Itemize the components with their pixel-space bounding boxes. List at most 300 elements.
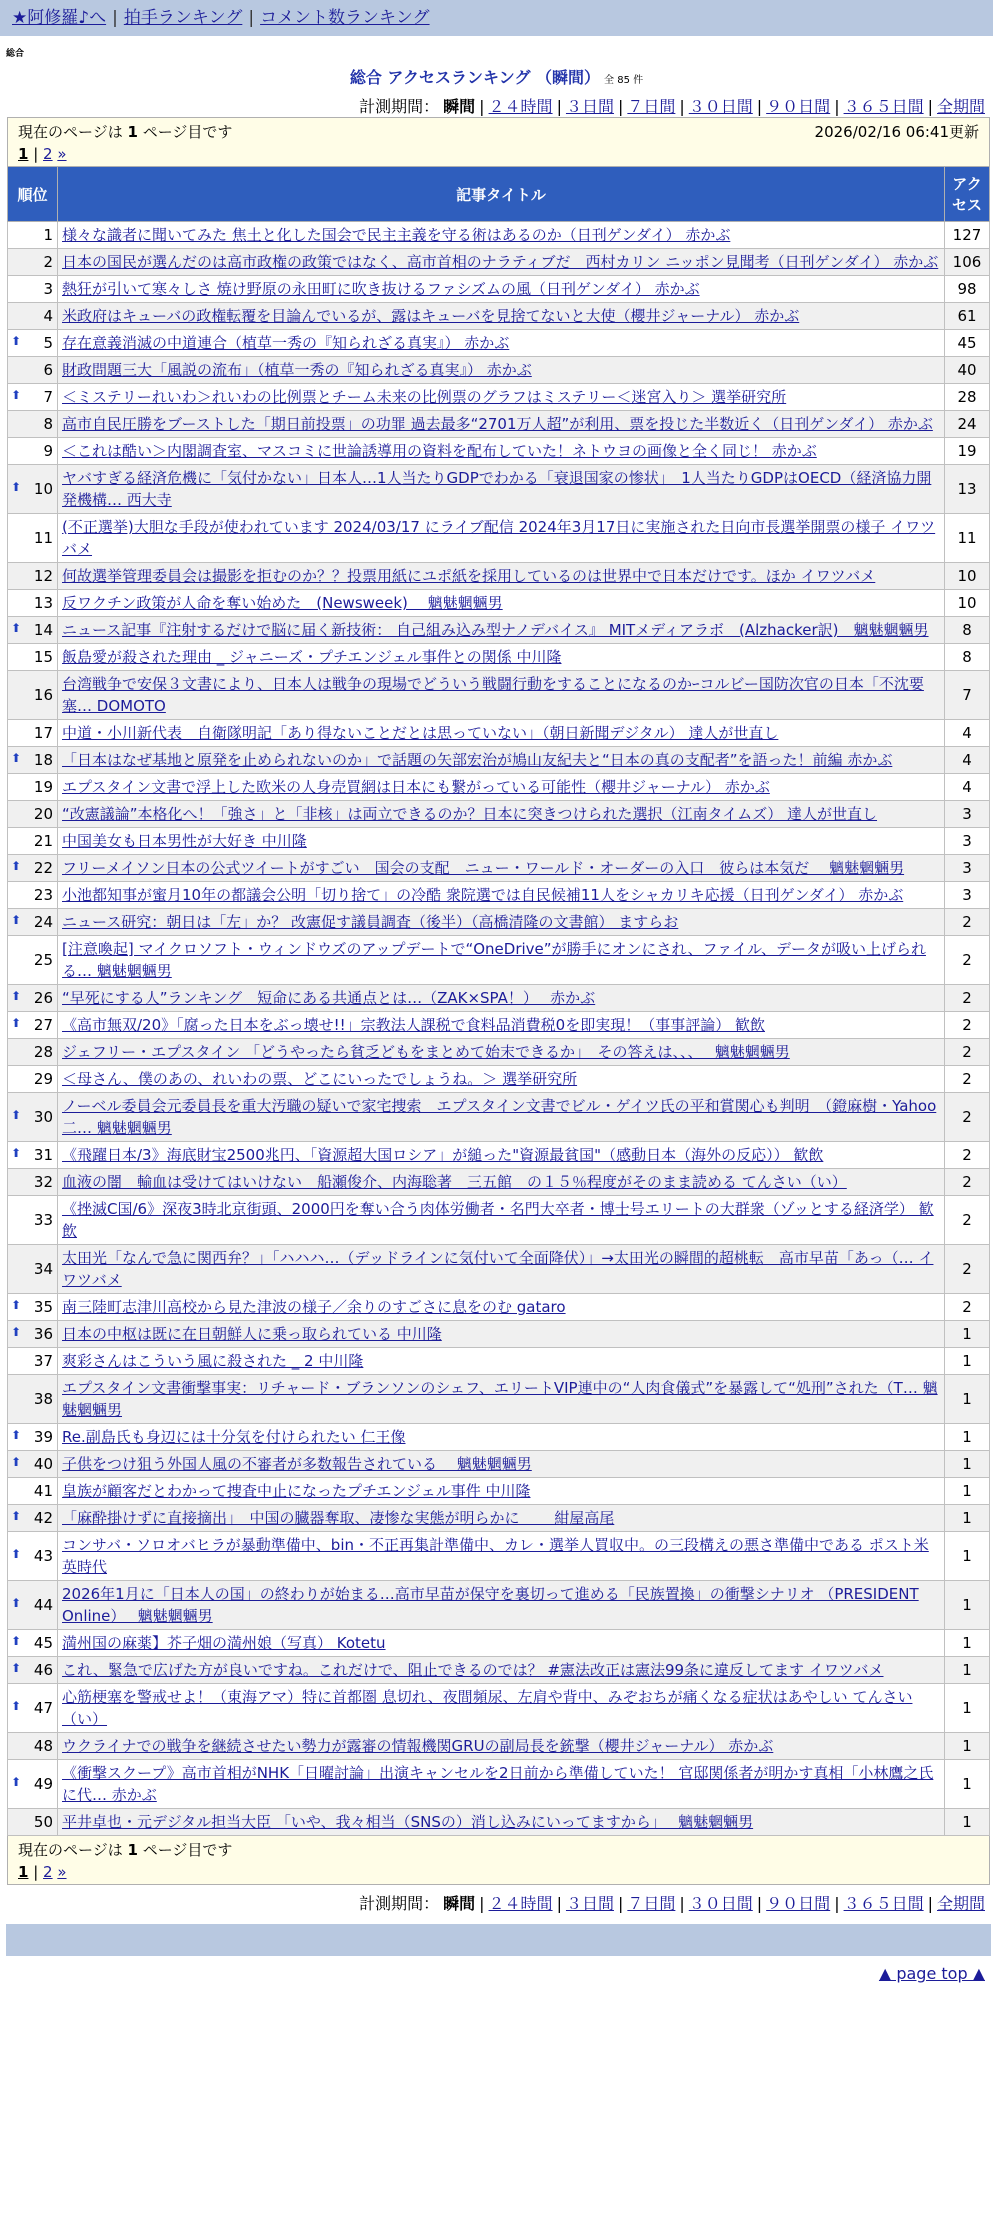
rank-number: 32 [33, 1173, 53, 1191]
rank-number: 36 [33, 1325, 53, 1343]
rank-cell [8, 801, 58, 828]
rank-number: 33 [33, 1211, 53, 1229]
table-row [8, 882, 990, 909]
rank-number: 16 [33, 686, 53, 704]
up-arrow-icon: ⬆ [11, 1298, 22, 1312]
table-row [8, 1424, 990, 1451]
access-count: 1 [945, 1375, 990, 1424]
title-cell [58, 222, 945, 249]
article-link[interactable]: 子供をつけ狙う外国人風の不審者が多数報告されている 魑魅魍魎男 [62, 1455, 532, 1473]
rank-number: 21 [33, 832, 53, 850]
article-link[interactable]: 小池都知事が蜜月10年の都議会公明「切り捨て」の冷酷 衆院選では自民候補11人をシャカリキ応援（日刊ゲンダイ） 赤かぶ [62, 886, 904, 904]
title-cell [58, 671, 945, 720]
table-row [8, 1245, 990, 1294]
rank-cell [8, 1169, 58, 1196]
period-separator: | [679, 97, 685, 116]
article-link[interactable]: 飯島愛が殺された理由 _ ジャニーズ・プチエンジェル事件との関係 中川隆 [62, 648, 562, 666]
rank-cell [8, 590, 58, 617]
period-separator: | [834, 97, 840, 116]
rank-cell [8, 1809, 58, 1836]
title-cell [58, 985, 945, 1012]
ranking-rows [8, 222, 990, 1836]
rank-cell [8, 1321, 58, 1348]
rank-number: 14 [33, 621, 53, 639]
access-count: 1 [945, 1424, 990, 1451]
table-row [8, 563, 990, 590]
table-row [8, 1348, 990, 1375]
pager-separator: | [28, 1863, 44, 1881]
up-arrow-icon: ⬆ [11, 1108, 22, 1122]
period-link[interactable]: ３０日間 [688, 1894, 753, 1913]
access-count: 2 [945, 1039, 990, 1066]
access-count: 2 [945, 1245, 990, 1294]
article-link[interactable]: 血液の闇 輸血は受けてはいけない 船瀬俊介、内海聡著 三五館 の１５％程度がそのまま読める てんさい（い） [62, 1173, 847, 1191]
up-arrow-icon: ⬆ [11, 1596, 22, 1610]
rank-cell [8, 671, 58, 720]
rank-cell [8, 1375, 58, 1424]
article-link[interactable]: 《飛躍日本/3》海底財宝2500兆円、「資源超大国ロシア」が縋った"資源最貧国"（感動日本（海外の反応）） 歓飲 [62, 1146, 824, 1164]
access-count: 10 [945, 563, 990, 590]
rank-cell [8, 1348, 58, 1375]
table-row [8, 1684, 990, 1733]
header-rank: 順位 [8, 167, 58, 222]
pager-status [18, 1839, 979, 1860]
period-link[interactable]: ３６５日間 [843, 1894, 924, 1913]
title-cell [58, 384, 945, 411]
article-link[interactable]: ＜ミステリーれいわ＞れいわの比例票とチーム未来の比例票のグラフはミステリー＜迷宮入り＞ 選挙研究所 [62, 388, 787, 406]
table-row [8, 411, 990, 438]
rank-cell [8, 1451, 58, 1478]
table-row [8, 1375, 990, 1424]
table-row [8, 1321, 990, 1348]
up-arrow-icon: ⬆ [11, 480, 22, 494]
article-link[interactable]: (不正選挙)大胆な手段が使われています 2024/03/17 にライブ配信 2024年3月17日に実施された日向市長選挙開票の様子 イワツバメ [62, 518, 936, 558]
rank-number: 39 [33, 1428, 53, 1446]
title-cell [58, 249, 945, 276]
rank-number: 37 [33, 1352, 53, 1370]
rank-cell [8, 1196, 58, 1245]
title-cell [58, 1142, 945, 1169]
rank-cell [8, 1532, 58, 1581]
article-link[interactable]: 「麻酔掛けずに直接摘出」 中国の臓器奪取、凄惨な実態が明らかに 紺屋高尾 [62, 1509, 615, 1527]
title-cell [58, 1196, 945, 1245]
article-link[interactable]: 皇族が顧客だとわかって捜査中止になったプチエンジェル事件 中川隆 [62, 1482, 531, 1500]
pager-next-link[interactable]: » [57, 145, 67, 163]
article-link[interactable]: 《挫滅C国/6》深夜3時北京街頭、2000円を奪い合う肉体労働者・名門大卒者・博士号エリートの大群衆（ゾッとする経済学） 歓飲 [62, 1200, 934, 1240]
period-separator: | [479, 1894, 485, 1913]
period-link[interactable]: ９０日間 [766, 1894, 831, 1913]
header-title: 記事タイトル [58, 167, 945, 222]
clap-ranking-link[interactable]: 拍手ランキング [123, 8, 243, 28]
title-cell [58, 1478, 945, 1505]
header-access: アクセス [945, 167, 990, 222]
title-cell [58, 1733, 945, 1760]
up-arrow-icon: ⬆ [11, 1509, 22, 1523]
pager-current-number: 1 [127, 1841, 138, 1859]
title-cell [58, 1505, 945, 1532]
up-arrow-icon: ⬆ [11, 1455, 22, 1469]
up-arrow-icon: ⬆ [11, 1428, 22, 1442]
rank-cell [8, 617, 58, 644]
article-link[interactable]: ニュース研究：朝日は「左」か？ 改憲促す議員調査（後半）（高橋清隆の文書館） ますらお [62, 913, 679, 931]
title-cell [58, 801, 945, 828]
top-nav [0, 0, 993, 36]
table-row [8, 1657, 990, 1684]
rank-cell [8, 855, 58, 882]
up-arrow-icon: ⬆ [11, 751, 22, 765]
period-selector-top [0, 94, 993, 117]
access-count: 1 [945, 1505, 990, 1532]
access-count: 7 [945, 671, 990, 720]
article-link[interactable]: 「日本はなぜ基地と原発を止められないのか」で話題の矢部宏治が鳩山友紀夫と“日本の真の支配者”を語った！前編 赤かぶ [62, 751, 893, 769]
rank-cell [8, 1294, 58, 1321]
article-link[interactable]: 満州国の麻薬】芥子畑の満州娘（写真） Kotetu [62, 1634, 386, 1652]
table-row [8, 644, 990, 671]
bottom-bar [6, 1924, 991, 1956]
access-count: 1 [945, 1630, 990, 1657]
access-count: 2 [945, 909, 990, 936]
article-link[interactable]: ＜母さん、僕のあの、れいわの票、どこにいったでしょうね。＞ 選挙研究所 [62, 1070, 578, 1088]
period-separator: | [927, 97, 933, 116]
rank-number: 47 [33, 1699, 53, 1717]
article-link[interactable]: 米政府はキューバの政権転覆を目論んでいるが、露はキューバを見捨てないと大使（櫻井ジャーナル） 赤かぶ [62, 307, 800, 325]
rank-number: 46 [33, 1661, 53, 1679]
title-cell [58, 1424, 945, 1451]
period-separator: | [556, 1894, 562, 1913]
period-link[interactable]: ９０日間 [766, 97, 831, 116]
access-count: 40 [945, 357, 990, 384]
article-link[interactable]: 中国美女も日本男性が大好き 中川隆 [62, 832, 307, 850]
nav-separator: | [112, 8, 118, 28]
access-count: 1 [945, 1478, 990, 1505]
home-link[interactable]: ★阿修羅♪へ [12, 8, 107, 28]
rank-cell [8, 465, 58, 514]
article-link[interactable]: 存在意義消滅の中道連合（植草一秀の『知られざる真実』） 赤かぶ [62, 334, 510, 352]
table-row [8, 465, 990, 514]
up-arrow-icon: ⬆ [11, 1016, 22, 1030]
table-row [8, 590, 990, 617]
article-link[interactable]: ニュース記事『注射するだけで脳に届く新技術： 自己組み込み型ナノデバイス』 MITメディアラボ (Alzhacker訳) 魑魅魍魎男 [62, 621, 929, 639]
title-cell [58, 828, 945, 855]
article-link[interactable]: 南三陸町志津川高校から見た津波の様子／余りのすごさに息をのむ gataro [62, 1298, 566, 1316]
period-link[interactable]: ７日間 [627, 97, 676, 116]
title-cell [58, 909, 945, 936]
comment-ranking-link[interactable]: コメント数ランキング [260, 8, 430, 28]
rank-cell [8, 1684, 58, 1733]
title-cell [58, 1093, 945, 1142]
period-link[interactable]: 全期間 [936, 1894, 985, 1913]
rank-cell [8, 828, 58, 855]
rank-number: 25 [33, 951, 53, 969]
access-count: 3 [945, 828, 990, 855]
pager-page-link[interactable]: 2 [43, 1863, 53, 1881]
article-link[interactable]: ウクライナでの戦争を継続させたい勢力が露審の情報機関GRUの副局長を銃撃（櫻井ジャーナル） 赤かぶ [62, 1737, 774, 1755]
access-count: 28 [945, 384, 990, 411]
updated-time: 2026/02/16 06:41更新 [814, 123, 979, 141]
access-count: 1 [945, 1760, 990, 1809]
article-link[interactable]: 平井卓也・元デジタル担当大臣 「いや、我々相当（SNSの）消し込みにいってますから」 魑魅魍魎男 [62, 1813, 754, 1831]
table-row [8, 1142, 990, 1169]
rank-number: 8 [43, 415, 53, 433]
period-link[interactable]: ７日間 [627, 1894, 676, 1913]
title-cell [58, 1532, 945, 1581]
rank-number: 40 [33, 1455, 53, 1473]
rank-cell [8, 514, 58, 563]
article-link[interactable]: [注意喚起] マイクロソフト・ウィンドウズのアップデートで“OneDrive”が勝手にオンにされ、ファイル、データが吸い上げられる… 魑魅魍魎男 [62, 940, 926, 980]
title-cell [58, 1684, 945, 1733]
rank-cell [8, 411, 58, 438]
up-arrow-icon: ⬆ [11, 1146, 22, 1160]
title-cell [58, 1321, 945, 1348]
pager-status [18, 121, 979, 142]
page-top-link[interactable]: ▲ page top ▲ [878, 1964, 985, 1983]
rank-number: 10 [33, 480, 53, 498]
table-row [8, 1196, 990, 1245]
table-row [8, 1630, 990, 1657]
title-cell [58, 276, 945, 303]
table-row [8, 1169, 990, 1196]
table-row [8, 303, 990, 330]
rank-cell [8, 249, 58, 276]
rank-cell [8, 1505, 58, 1532]
article-link[interactable]: 爽彩さんはこういう風に殺された _ 2 中川隆 [62, 1352, 364, 1370]
rank-cell [8, 1245, 58, 1294]
rank-cell [8, 644, 58, 671]
rank-cell [8, 909, 58, 936]
page-title-row [0, 65, 993, 88]
rank-cell [8, 1012, 58, 1039]
article-link[interactable]: エプスタイン文書で浮上した欧米の人身売買網は日本にも繋がっている可能性（櫻井ジャーナル） 赤かぶ [62, 778, 770, 796]
rank-number: 3 [43, 280, 53, 298]
title-cell [58, 1809, 945, 1836]
rank-cell [8, 1093, 58, 1142]
rank-cell [8, 1039, 58, 1066]
access-count: 2 [945, 985, 990, 1012]
period-separator: | [756, 97, 763, 116]
pager-text: ページ目です [137, 123, 233, 141]
up-arrow-icon: ⬆ [11, 1325, 22, 1339]
rank-number: 45 [33, 1634, 53, 1652]
title-cell [58, 330, 945, 357]
table-row [8, 936, 990, 985]
rank-number: 42 [33, 1509, 53, 1527]
access-count: 19 [945, 438, 990, 465]
up-arrow-icon: ⬆ [11, 1775, 22, 1789]
access-count: 2 [945, 1169, 990, 1196]
title-cell [58, 357, 945, 384]
rank-number: 13 [33, 594, 53, 612]
access-count: 1 [945, 1581, 990, 1630]
article-link[interactable]: ＜これは酷い＞内閣調査室、マスコミに世論誘導用の資料を配布していた！ネトウヨの画像と全く同じ！ 赤かぶ [62, 442, 817, 460]
period-separator: | [679, 1894, 685, 1913]
title-cell [58, 1630, 945, 1657]
access-count: 106 [945, 249, 990, 276]
rank-cell [8, 276, 58, 303]
article-link[interactable]: ノーベル委員会元委員長を重大汚職の疑いで家宅捜索 エプスタイン文書でビル・ゲイツ氏の平和賞関心も判明 （鐙麻樹・Yahoo二… 魑魅魍魎男 [62, 1097, 937, 1137]
article-link[interactable]: ジェフリー・エプスタイン 「どうやったら貧乏どもをまとめて始末できるか」 その答えは、、、 魑魅魍魎男 [62, 1043, 790, 1061]
period-separator: | [617, 97, 624, 116]
rank-number: 1 [43, 226, 53, 244]
article-link[interactable]: フリーメイソン日本の公式ツイートがすごい 国会の支配 ニュー・ワールド・オーダーの入口 彼らは本気だ 魑魅魍魎男 [62, 859, 905, 877]
article-link[interactable]: 日本の中枢は既に在日朝鮮人に乗っ取られている 中川隆 [62, 1325, 442, 1343]
access-count: 1 [945, 1733, 990, 1760]
pager-next-link[interactable]: » [57, 1863, 67, 1881]
rank-cell [8, 222, 58, 249]
rank-number: 50 [33, 1813, 53, 1831]
access-count: 4 [945, 774, 990, 801]
pager-page-link[interactable]: 2 [43, 145, 53, 163]
period-link[interactable]: ３日間 [565, 97, 614, 116]
rank-cell [8, 985, 58, 1012]
period-link[interactable]: ３０日間 [688, 97, 753, 116]
period-separator: | [556, 97, 562, 116]
period-link[interactable]: 全期間 [936, 97, 985, 116]
table-row [8, 1809, 990, 1836]
table-row [8, 1760, 990, 1809]
article-link[interactable]: 財政問題三大「風説の流布」（植草一秀の『知られざる真実』） 赤かぶ [62, 361, 532, 379]
table-row [8, 720, 990, 747]
table-row [8, 438, 990, 465]
access-count: 11 [945, 514, 990, 563]
period-link[interactable]: ２４時間 [488, 1894, 553, 1913]
access-count: 1 [945, 1657, 990, 1684]
table-row [8, 1581, 990, 1630]
article-link[interactable]: 太田光「なんで急に関西弁？」「ハハハ…（デッドラインに気付いて全面降伏）」→太田光の瞬間的超桃転 高市早苗「あっ（… イワツバメ [62, 1249, 934, 1289]
rank-cell [8, 747, 58, 774]
rank-cell [8, 1478, 58, 1505]
rank-number: 12 [33, 567, 53, 585]
rank-cell [8, 1066, 58, 1093]
item-count: 全 85 件 [604, 75, 644, 86]
access-count: 4 [945, 747, 990, 774]
pager-page-current: 1 [18, 145, 29, 163]
rank-number: 35 [33, 1298, 53, 1316]
title-cell [58, 936, 945, 985]
table-row [8, 1039, 990, 1066]
article-link[interactable]: “改憲議論”本格化へ！「強さ」と「非核」は両立できるのか？日本に突きつけられた選択（江南タイムズ） 達人が世直し [62, 805, 878, 823]
title-cell [58, 1245, 945, 1294]
access-count: 98 [945, 276, 990, 303]
rank-cell [8, 882, 58, 909]
table-row [8, 357, 990, 384]
rank-cell [8, 330, 58, 357]
access-count: 4 [945, 720, 990, 747]
period-link[interactable]: ３６５日間 [843, 97, 924, 116]
nav-separator: | [248, 8, 255, 28]
rank-cell [8, 384, 58, 411]
period-link[interactable]: ２４時間 [488, 97, 553, 116]
access-count: 61 [945, 303, 990, 330]
pager-current-number: 1 [127, 123, 138, 141]
access-count: 2 [945, 1142, 990, 1169]
article-link[interactable]: 心筋梗塞を警戒せよ！（東海アマ）特に首都圏 息切れ、夜間頻尿、左肩や背中、みぞおちが痛くなる症状はあやしい てんさい（い） [62, 1688, 913, 1728]
up-arrow-icon: ⬆ [11, 859, 22, 873]
pager-text: ページ目です [137, 1841, 233, 1859]
pager-top [8, 118, 990, 167]
article-link[interactable]: “早死にする人”ランキング 短命にある共通点とは…（ZAK×SPA！） 赤かぶ [62, 989, 596, 1007]
table-row [8, 1478, 990, 1505]
rank-cell [8, 357, 58, 384]
rank-number: 49 [33, 1775, 53, 1793]
rank-cell [8, 1142, 58, 1169]
article-link[interactable]: 中道・小川新代表 自衛隊明記「あり得ないことだとは思っていない」（朝日新聞デジタル） 達人が世直し [62, 724, 779, 742]
article-link[interactable]: Re.副島氏も身辺には十分気を付けられたい 仁王像 [62, 1428, 406, 1446]
rank-cell [8, 1630, 58, 1657]
table-row [8, 276, 990, 303]
title-cell [58, 617, 945, 644]
access-count: 2 [945, 1012, 990, 1039]
rank-number: 2 [43, 253, 53, 271]
access-count: 2 [945, 1196, 990, 1245]
table-row [8, 1294, 990, 1321]
article-link[interactable]: コンサバ・ソロオバヒラが暴動準備中、bin・不正再集計準備中、カレ・選挙人買収中。の三段構えの悪さ準備中である ポスト米英時代 [62, 1536, 929, 1576]
access-count: 1 [945, 1809, 990, 1836]
period-link[interactable]: ３日間 [565, 1894, 614, 1913]
article-link[interactable]: ヤバすぎる経済危機に「気付かない」日本人…1人当たりGDPでわかる「衰退国家の惨状」 1人当たりGDPはOECD（経済協力開発機構… 西大寺 [62, 469, 932, 509]
title-cell [58, 644, 945, 671]
title-cell [58, 1348, 945, 1375]
access-count: 3 [945, 855, 990, 882]
access-count: 1 [945, 1532, 990, 1581]
table-row [8, 801, 990, 828]
title-cell [58, 590, 945, 617]
table-row [8, 384, 990, 411]
article-link[interactable]: 台湾戦争で安保３文書により、日本人は戦争の現場でどういう戦闘行動をすることになるのかｰコルビー国防次官の日本「不沈要塞… DOMOTO [62, 675, 924, 715]
article-link[interactable]: 高市自民圧勝をブーストした「期日前投票」の功罪 過去最多“2701万人超”が利用、票を投じた半数近く（日刊ゲンダイ） 赤かぶ [62, 415, 933, 433]
up-arrow-icon: ⬆ [11, 388, 22, 402]
title-cell [58, 1039, 945, 1066]
article-link[interactable]: 反ワクチン政策が人命を奪い始めた (Newsweek) 魑魅魍魎男 [62, 594, 503, 612]
title-cell [58, 303, 945, 330]
table-row [8, 1066, 990, 1093]
article-link[interactable]: 様々な識者に聞いてみた 焦土と化した国会で民主主義を守る術はあるのか（日刊ゲンダイ） 赤かぶ [62, 226, 731, 244]
article-link[interactable]: 日本の国民が選んだのは高市政権の政策ではなく、高市首相のナラティブだ 西村カリン ニッポン見聞考（日刊ゲンダイ） 赤かぶ [62, 253, 939, 271]
access-count: 2 [945, 936, 990, 985]
article-link[interactable]: エプスタイン文書衝撃事実：リチャード・ブランソンのシェフ、エリートVIP連中の“人肉食儀式”を暴露して“処刑”された（T… 魑魅魍魎男 [62, 1379, 938, 1419]
title-cell [58, 1657, 945, 1684]
table-row [8, 249, 990, 276]
up-arrow-icon: ⬆ [11, 1661, 22, 1675]
access-count: 8 [945, 617, 990, 644]
title-cell [58, 774, 945, 801]
up-arrow-icon: ⬆ [11, 913, 22, 927]
article-link[interactable]: 何故選挙管理委員会は撮影を拒むのか？？投票用紙にユポ紙を採用しているのは世界中で日本だけです。ほか イワツバメ [62, 567, 876, 585]
rank-number: 11 [33, 529, 53, 547]
rank-cell [8, 1657, 58, 1684]
title-cell [58, 1294, 945, 1321]
access-count: 2 [945, 1093, 990, 1142]
rank-cell [8, 774, 58, 801]
article-link[interactable]: これ、緊急で広げた方が良いですね。これだけで、阻止できるのでは？ #憲法改正は憲法99条に違反してます イワツバメ [62, 1661, 884, 1679]
table-row [8, 1532, 990, 1581]
title-cell [58, 1169, 945, 1196]
title-cell [58, 563, 945, 590]
access-count: 24 [945, 411, 990, 438]
article-link[interactable]: 《高市無双/20》「腐った日本をぶっ壊せ!!」宗教法人課税で食料品消費税0を即実現！（事事評論） 歓飲 [62, 1016, 765, 1034]
up-arrow-icon: ⬆ [11, 1634, 22, 1648]
article-link[interactable]: 熱狂が引いて寒々しさ 焼け野原の永田町に吹き抜けるファシズムの風（日刊ゲンダイ） 赤かぶ [62, 280, 700, 298]
rank-number: 34 [33, 1260, 53, 1278]
page-title: 総合 アクセスランキング （瞬間） [349, 68, 601, 87]
period-separator: | [927, 1894, 933, 1913]
article-link[interactable]: 2026年1月に「日本人の国」の終わりが始まる…高市早苗が保守を裏切って進める「民族置換」の衝撃シナリオ （PRESIDENT Online） 魑魅魍魎男 [62, 1585, 919, 1625]
article-link[interactable]: 《衝撃スクープ》高市首相がNHK「日曜討論」出演キャンセルを2日前から準備していた！ 官邸関係者が明かす真相「小林鷹之氏に代… 赤かぶ [62, 1764, 934, 1804]
pager-bottom [8, 1836, 990, 1885]
rank-cell [8, 1760, 58, 1809]
period-current: 瞬間 [443, 97, 476, 116]
rank-cell [8, 1581, 58, 1630]
rank-cell [8, 438, 58, 465]
